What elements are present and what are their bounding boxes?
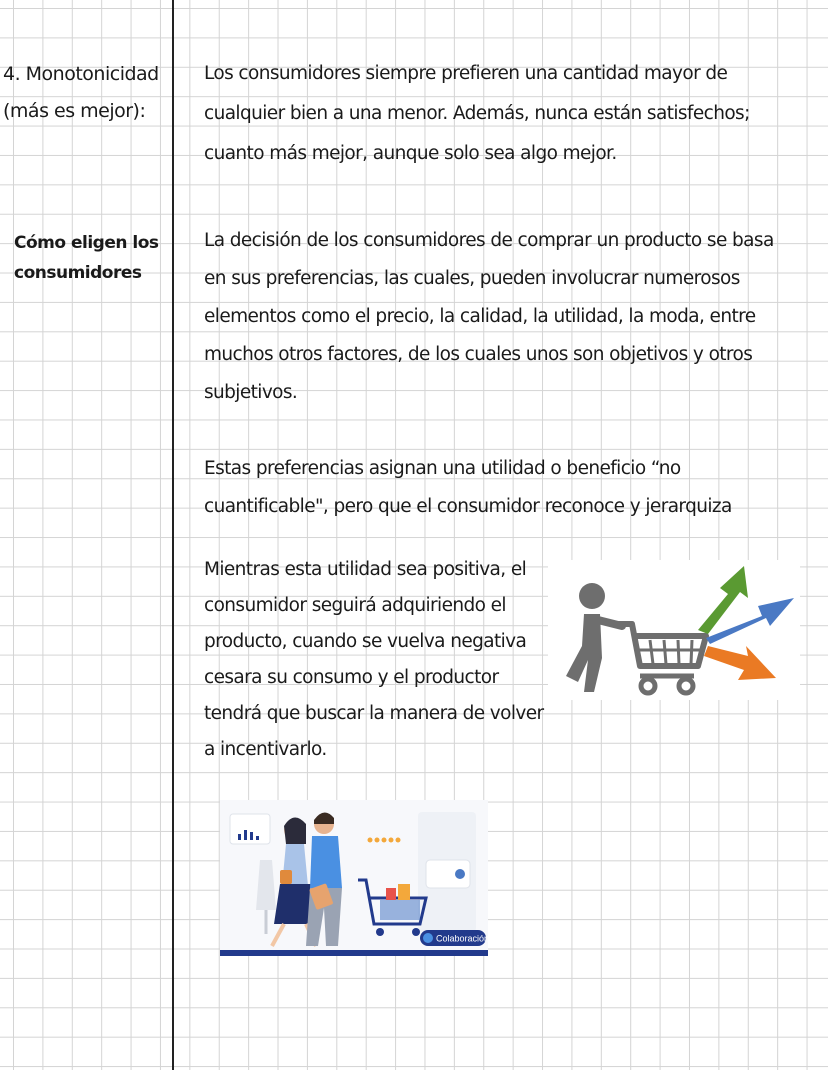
text-line: consumidor seguirá adquiriendo el — [204, 595, 506, 616]
margin-line — [172, 0, 174, 1070]
shopping-couple-image — [220, 800, 488, 956]
term-monotonicity — [3, 56, 159, 130]
shopping-couple-illustration — [220, 800, 488, 956]
text-line: elementos como el precio, la calidad, la utilidad, la moda, entre — [204, 306, 756, 327]
text-line: cualquier bien a una menor. Además, nunca están satisfechos; — [204, 103, 750, 124]
term-line: 4. Monotonicidad — [3, 63, 159, 85]
term-line: consumidores — [14, 263, 142, 283]
text-line: a incentivarlo. — [204, 739, 327, 760]
definition-consumer-choice — [204, 222, 774, 412]
text-line: Mientras esta utilidad sea positiva, el — [204, 559, 527, 580]
text-line: La decisión de los consumidores de comprar un producto se basa — [204, 230, 774, 251]
definition-monotonicity — [204, 54, 750, 174]
text-line: Estas preferencias asignan una utilidad o beneficio “no — [204, 458, 681, 479]
text-line: cuanto más mejor, aunque solo sea algo mejor. — [204, 143, 617, 164]
text-line: muchos otros factores, de los cuales unos son objetivos y otros — [204, 344, 753, 365]
collaboration-badge: Colaboración — [436, 933, 488, 944]
term-line: (más es mejor): — [3, 100, 146, 122]
utility-paragraph — [204, 552, 544, 768]
text-line: producto, cuando se vuelva negativa — [204, 631, 527, 652]
term-how-consumers-choose — [14, 228, 159, 288]
text-line: cesara su consumo y el productor — [204, 667, 499, 688]
text-line: Los consumidores siempre prefieren una cantidad mayor de — [204, 63, 728, 84]
text-line: tendrá que buscar la manera de volver — [204, 703, 544, 724]
text-line: en sus preferencias, las cuales, pueden involucrar numerosos — [204, 268, 740, 289]
text-line: subjetivos. — [204, 382, 298, 403]
preferences-paragraph — [204, 450, 732, 526]
shopping-cart-arrows-illustration — [548, 560, 800, 700]
shopping-cart-icon — [548, 560, 800, 700]
text-line: cuantificable", pero que el consumidor reconoce y jerarquiza — [204, 496, 732, 517]
term-line: Cómo eligen los — [14, 233, 159, 253]
